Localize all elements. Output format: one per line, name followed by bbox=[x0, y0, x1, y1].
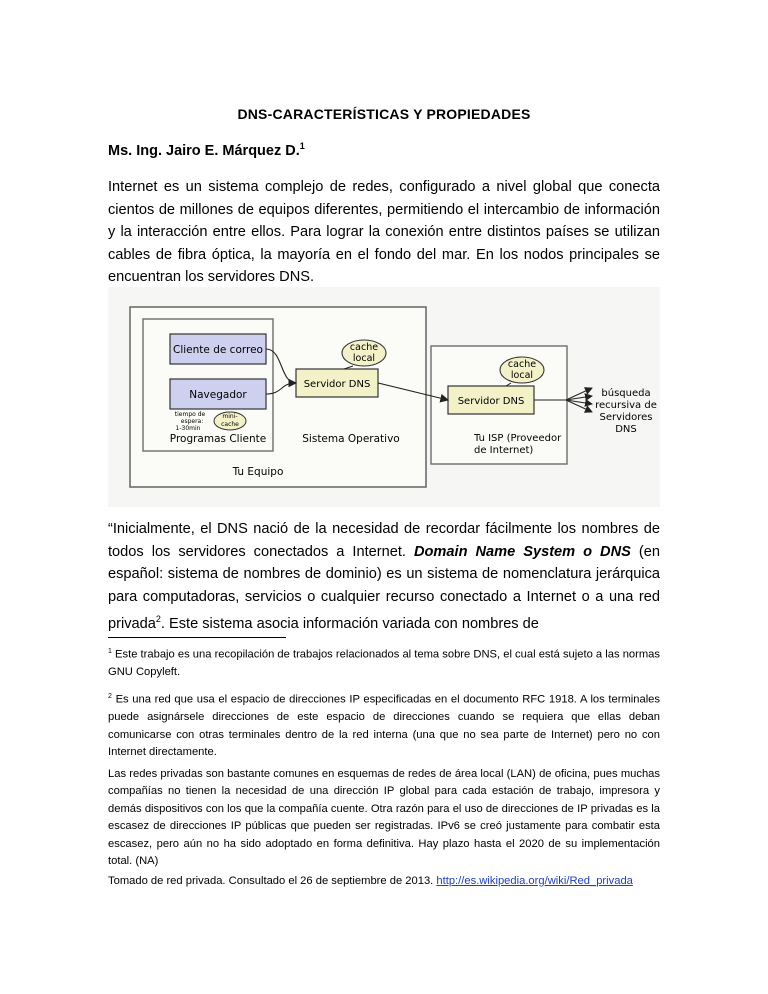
mini-cache-label-1: mini- bbox=[222, 413, 238, 420]
cache-local-1-label-2: local bbox=[352, 353, 376, 364]
author-line bbox=[108, 141, 305, 159]
footnote-2 bbox=[108, 688, 660, 761]
body-start: “Inicialmente, el DNS nació de la necesidad de recordar fácilmente los nombres de todos los servidores conectados a Internet. bbox=[108, 521, 660, 560]
footnote-source-text: Tomado de red privada. Consultado el 26 de septiembre de 2013. bbox=[108, 875, 434, 887]
cache-local-2-label-1: cache bbox=[507, 359, 537, 370]
client-programs-label: Programas Cliente bbox=[169, 433, 267, 445]
wait-time-label-2: espera: bbox=[180, 418, 204, 425]
body-footnote-ref[interactable]: 2 bbox=[155, 614, 161, 625]
recursive-search-label-4: DNS bbox=[615, 424, 637, 435]
wikipedia-link[interactable]: http://es.wikipedia.org/wiki/Red_privada bbox=[436, 875, 633, 887]
author-footnote-ref[interactable]: 1 bbox=[299, 141, 305, 151]
mail-client-label: Cliente de correo bbox=[173, 344, 263, 356]
footnote-separator bbox=[108, 637, 286, 638]
footnote-1 bbox=[108, 643, 660, 682]
mini-cache-label-2: cache bbox=[221, 421, 239, 428]
footnote-2-continuation: Las redes privadas son bastante comunes en esquemas de redes de área local (LAN) de oficina, pues muchas compañías no tienen la necesidad de una dirección IP global para cada estación de trabajo, impresora y demás dispositivos con los que la compañía cuente. Otra razón para el uso de direcciones de IP privadas es la escasez de direcciones IP públicas que pueden ser registradas. IPv6 se creó justamente para combatir esta escasez, pero aún no ha sido adoptado en forma definitiva. Hay plazo hasta el 2020 de su implementación total. (NA) bbox=[108, 768, 660, 868]
footnote-source bbox=[108, 873, 660, 890]
footnote-1-text: Este trabajo es una recopilación de trabajos relacionados al tema sobre DNS, el cual está sujeto a las normas GNU Copyleft. bbox=[108, 648, 660, 679]
dns-server-1-label: Servidor DNS bbox=[303, 379, 371, 390]
browser-label: Navegador bbox=[189, 389, 247, 401]
footnote-2-text: Es una red que usa el espacio de direcciones IP especificadas en el documento RFC 1918. A los terminales puede asignársele direcciones de este espacio de direcciones cuando se requiera que ellas deban comunicarse con otras terminales dentro de la red interna (una que no sea parte de Internet) pero no con Internet directamente. bbox=[108, 693, 660, 758]
isp-label-2: de Internet) bbox=[474, 445, 534, 456]
footnote-2-number: 2 bbox=[108, 693, 112, 700]
intro-paragraph: Internet es un sistema complejo de redes, configurado a nivel global que conecta cientos de millones de equipos diferentes, permitiendo el intercambio de información y la interacción entre ellos. Para lograr la conexión entre distintos países se utilizan cables de fibra óptica, la mayoría en el fondo del mar. En los nodos principales se encuentran los servidores DNS. bbox=[108, 179, 660, 286]
recursive-search-label-2: recursiva de bbox=[595, 400, 657, 411]
body-end: . Este sistema asocia información variada con nombres de bbox=[160, 616, 539, 633]
body-paragraph bbox=[108, 518, 660, 636]
recursive-search-label-1: búsqueda bbox=[601, 388, 651, 399]
document-title: DNS-CARACTERÍSTICAS Y PROPIEDADES bbox=[237, 106, 531, 122]
cache-local-2-label-2: local bbox=[510, 370, 534, 381]
recursive-search-label-3: Servidores bbox=[599, 412, 653, 423]
dns-diagram bbox=[108, 287, 660, 507]
wait-time-label-1: tiempo de bbox=[174, 411, 206, 418]
your-computer-label: Tu Equipo bbox=[232, 466, 284, 478]
dns-server-2-label: Servidor DNS bbox=[457, 396, 525, 407]
footnote-1-number: 1 bbox=[108, 648, 112, 655]
cache-local-1-label-1: cache bbox=[349, 342, 379, 353]
os-label: Sistema Operativo bbox=[302, 433, 400, 445]
body-mid: (en español: sistema de nombres de dominio) es un sistema de nomenclatura jerárquica para computadoras, servicios o cualquier recurso conectado a Internet o a una red privada bbox=[108, 543, 660, 633]
author-name: Ms. Ing. Jairo E. Márquez D. bbox=[108, 142, 300, 159]
body-term: Domain Name System o DNS bbox=[413, 543, 631, 560]
isp-label-1: Tu ISP (Proveedor bbox=[474, 433, 562, 444]
wait-time-label-3: 1-30min bbox=[175, 425, 201, 432]
